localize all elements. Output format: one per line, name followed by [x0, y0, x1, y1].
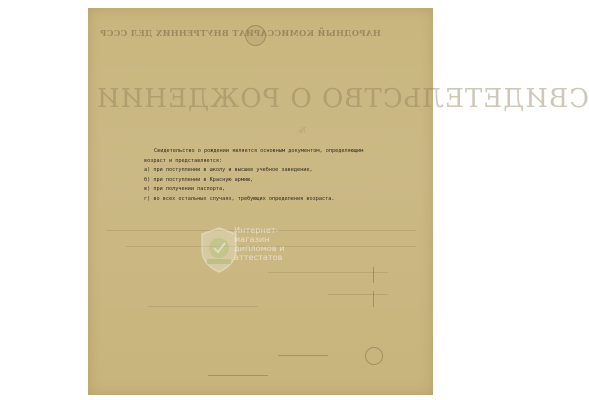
- notice-item: б) при поступлении в Красную армию,: [144, 176, 254, 183]
- notice-item: а) при поступлении в школу и высшее учебное заведение,: [144, 167, 313, 174]
- stamp-mark: [365, 347, 383, 365]
- watermark-line: аттестатов: [234, 252, 283, 262]
- notice-line: Свидетельство о рождении является основным документом, определяющим: [154, 148, 364, 154]
- form-line: [148, 306, 258, 307]
- certificate-title: СВИДЕТЕЛЬСТВО О РОЖДЕНИИ: [96, 84, 589, 114]
- watermark-line: магазин: [234, 234, 270, 244]
- signature-line: [278, 355, 328, 356]
- watermark-line: Интернет-: [234, 225, 279, 235]
- notice-item: г) во всех остальных случаях, требующих определения возраста.: [144, 195, 335, 202]
- watermark: [198, 226, 318, 276]
- form-bracket: [373, 267, 374, 283]
- watermark-line: дипломов и: [234, 243, 285, 253]
- number-mark: №: [298, 126, 306, 135]
- emblem-icon: [245, 25, 266, 46]
- header-line: НАРОДНЫЙ КОМИССАРИАТ ВНУТРЕННИХ ДЕЛ СССР: [100, 28, 381, 38]
- notice-line: возраст и представляется:: [144, 157, 223, 164]
- watermark-text: [234, 226, 285, 262]
- birth-certificate-sheet: [88, 8, 589, 395]
- notice-item: в) при получении паспорта,: [144, 186, 226, 193]
- notice-block: [144, 147, 414, 205]
- signature-line: [208, 375, 268, 376]
- form-bracket: [373, 291, 374, 307]
- form-line: [328, 294, 388, 295]
